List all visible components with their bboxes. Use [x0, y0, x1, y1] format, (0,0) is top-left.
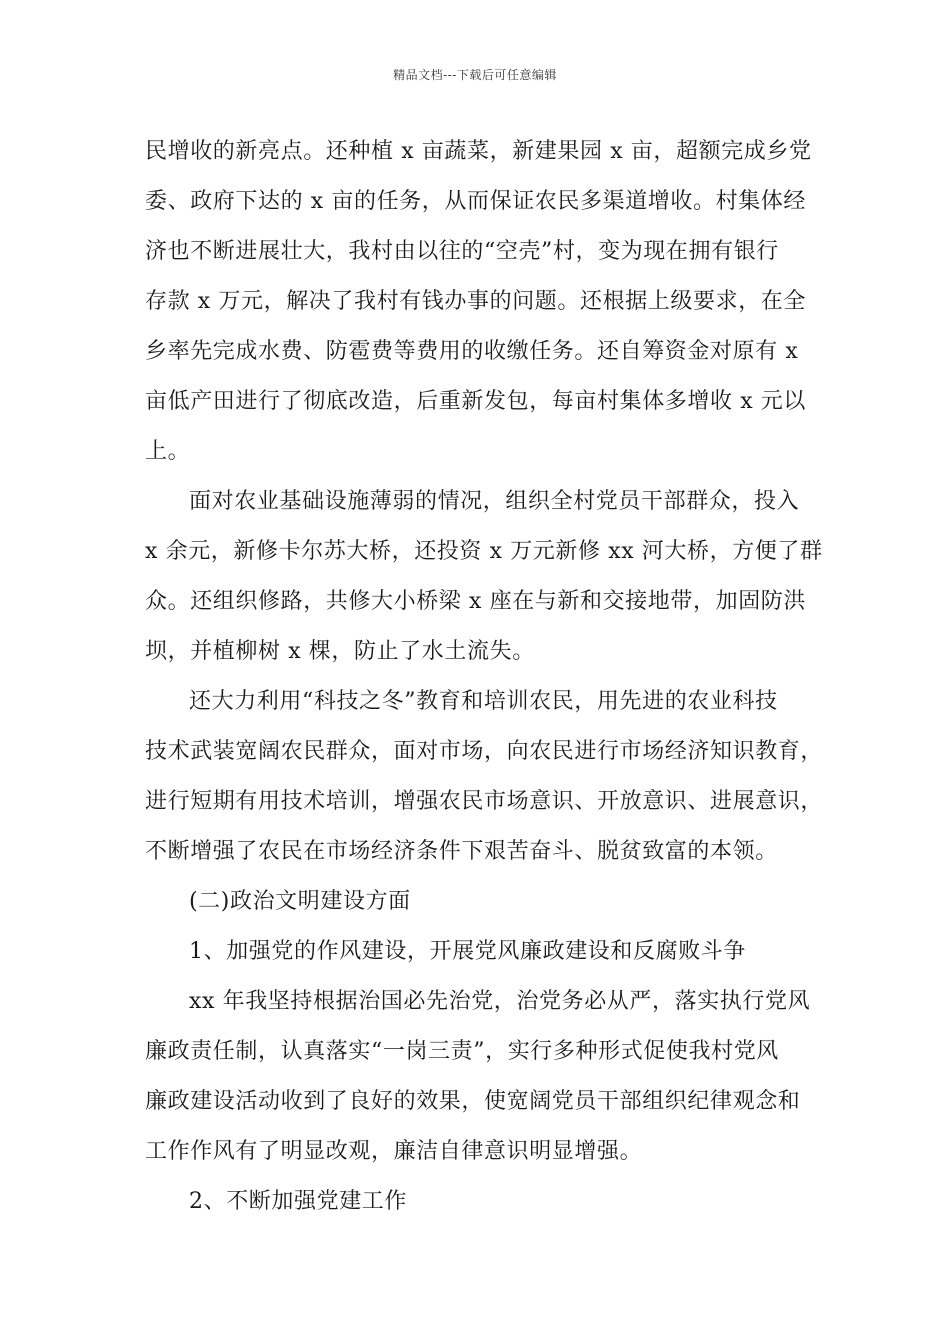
- text-line: 济也不断进展壮大，我村由以往的“空壳”村，变为现在拥有银行: [145, 239, 779, 264]
- text-line: 众。还组织修路，共修大小桥梁 x 座在与新和交接地带，加固防洪: [145, 589, 806, 614]
- text-line: 委、政府下达的 x 亩的任务，从而保证农民多渠道增收。村集体经: [145, 189, 806, 214]
- text-line: 廉政建设活动收到了良好的效果，使宽阔党员干部组织纪律观念和: [145, 1089, 801, 1114]
- text-line: 上。: [145, 439, 191, 464]
- text-line: 进行短期有用技术培训，增强农民市场意识、开放意识、进展意识，: [145, 789, 824, 814]
- text-line: 技术武装宽阔农民群众，面对市场，向农民进行市场经济知识教育，: [145, 739, 824, 764]
- text-line: 民增收的新亮点。还种植 x 亩蔬菜，新建果园 x 亩，超额完成乡党: [145, 139, 812, 164]
- text-line: 廉政责任制，认真落实“一岗三责”，实行多种形式促使我村党风: [145, 1039, 779, 1064]
- paragraph-start-line: 面对农业基础设施薄弱的情况，组织全村党员干部群众，投入: [189, 489, 800, 514]
- text-line: 工作作风有了明显改观，廉洁自律意识明显增强。: [145, 1139, 643, 1164]
- paragraph-start-line: 还大力利用“科技之冬”教育和培训农民，用先进的农业科技: [189, 689, 778, 714]
- section-heading: (二)政治文明建设方面: [189, 889, 411, 914]
- text-line: 存款 x 万元，解决了我村有钱办事的问题。还根据上级要求，在全: [145, 289, 806, 314]
- text-line: 乡率先完成水费、防雹费等费用的收缴任务。还自筹资金对原有 x: [145, 339, 799, 364]
- document-body: [145, 132, 824, 1232]
- paragraph-start-line: xx 年我坚持根据治国必先治党，治党务必从严，落实执行党风: [189, 989, 811, 1014]
- text-line: 坝，并植柳树 x 棵，防止了水土流失。: [145, 639, 535, 664]
- text-line: 不断增强了农民在市场经济条件下艰苦奋斗、脱贫致富的本领。: [145, 839, 778, 864]
- page-header: 精品文档---下载后可任意编辑: [393, 68, 557, 82]
- subsection-heading: 2、不断加强党建工作: [189, 1189, 407, 1214]
- text-line: 亩低产田进行了彻底改造，后重新发包，每亩村集体多增收 x 元以: [145, 389, 806, 414]
- text-line: x 余元，新修卡尔苏大桥，还投资 x 万元新修 xx 河大桥，方便了群: [145, 539, 823, 564]
- subsection-heading: 1、加强党的作风建设，开展党风廉政建设和反腐败斗争: [189, 939, 746, 964]
